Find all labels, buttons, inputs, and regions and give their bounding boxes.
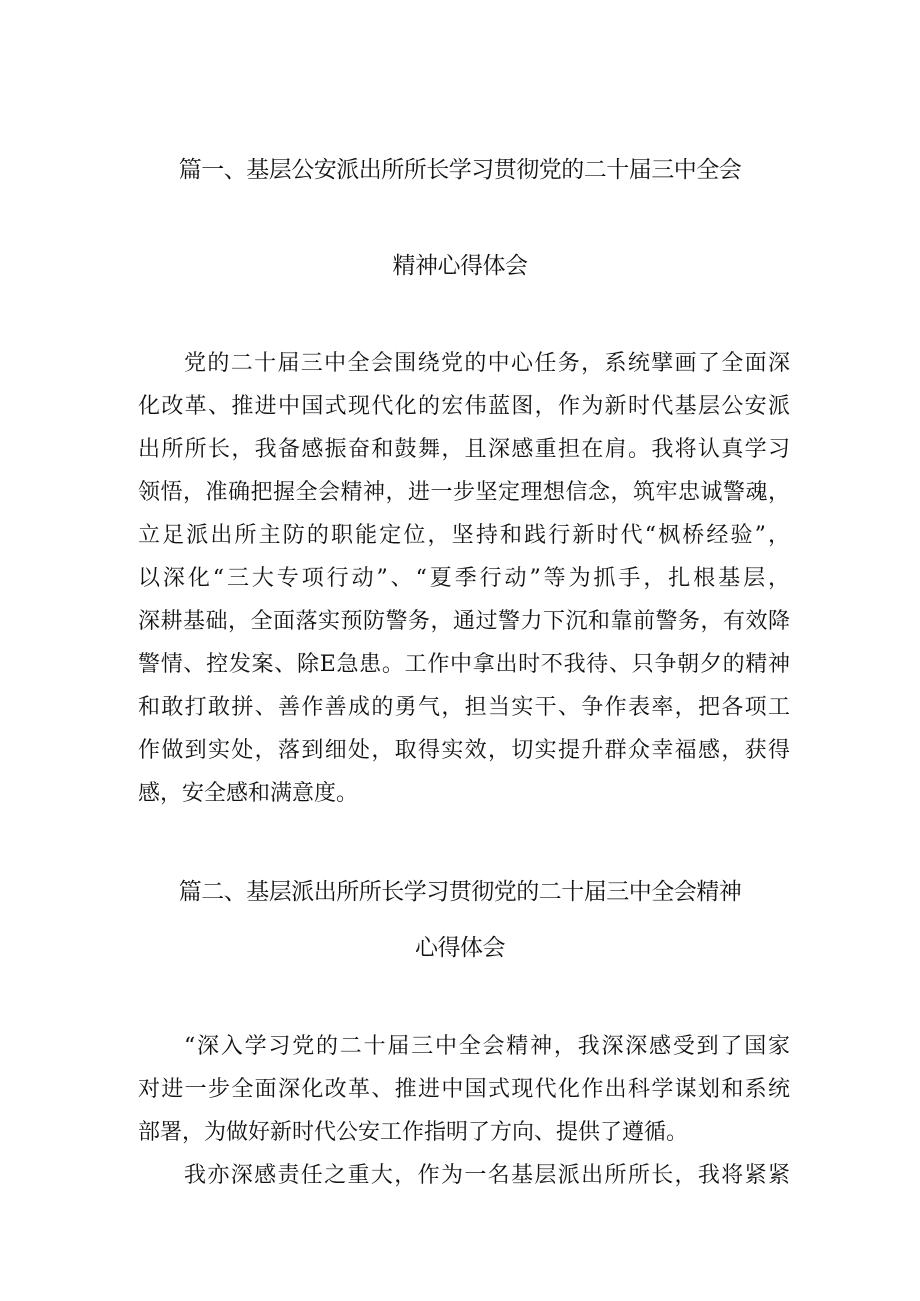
paragraph-line: 我亦深感责任之重大，作为一名基层派出所所长，我将紧紧	[184, 1163, 790, 1188]
section2-title-line2: 心得体会	[415, 935, 505, 961]
paragraph-line: 深耕基础，全面落实预防警务，通过警力下沉和靠前警务，有效降	[138, 609, 790, 634]
section2-title-line1: 篇二、基层派出所所长学习贯彻党的二十届三中全会精神	[178, 879, 742, 905]
paragraph-line: 和敢打敢拼、善作善成的勇气，担当实干、争作表率，把各项工	[138, 695, 790, 720]
paragraph-line: 出所所长，我备感振奋和鼓舞，且深感重担在肩。我将认真学习	[138, 437, 790, 462]
paragraph-line: 对进一步全面深化改革、推进中国式现代化作出科学谋划和系统	[138, 1077, 790, 1102]
paragraph-line: 党的二十届三中全会围绕党的中心任务，系统擘画了全面深	[184, 351, 790, 376]
paragraph-line: 立足派出所主防的职能定位，坚持和践行新时代“枫桥经验”，	[138, 523, 790, 548]
paragraph-line: 部署，为做好新时代公安工作指明了方向、提供了遵循。	[138, 1120, 689, 1145]
paragraph-line: 化改革、推进中国式现代化的宏伟蓝图，作为新时代基层公安派	[138, 394, 790, 419]
section1-title-line1: 篇一、基层公安派出所所长学习贯彻党的二十届三中全会	[178, 157, 742, 183]
paragraph-line: 以深化“三大专项行动”、“夏季行动”等为抓手，扎根基层，	[138, 566, 790, 591]
paragraph-line: “深入学习党的二十届三中全会精神，我深深感受到了国家	[184, 1034, 790, 1059]
paragraph-line: 警情、控发案、除E急患。工作中拿出时不我待、只争朝夕的精神	[138, 652, 790, 677]
paragraph-line: 作做到实处，落到细处，取得实效，切实提升群众幸福感，获得	[138, 738, 790, 763]
paragraph-line: 领悟，准确把握全会精神，进一步坚定理想信念，筑牢忠诚警魂，	[138, 480, 790, 505]
section1-title-line2: 精神心得体会	[392, 253, 528, 279]
paragraph-line: 感，安全感和满意度。	[138, 781, 359, 806]
